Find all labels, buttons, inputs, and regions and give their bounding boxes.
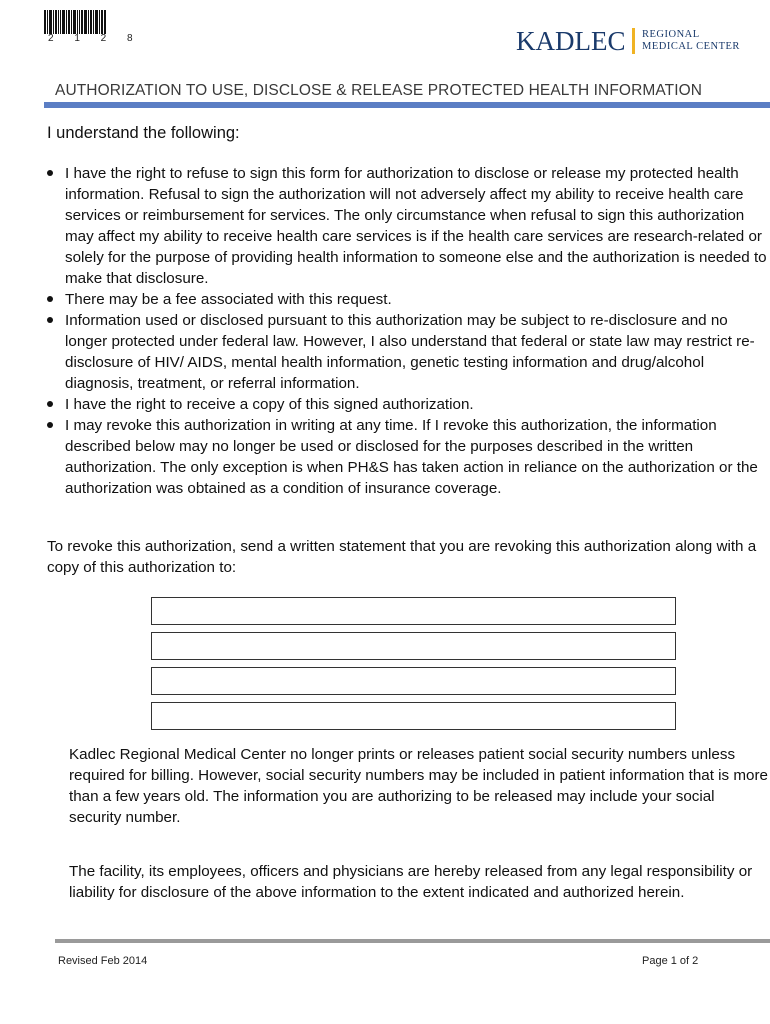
bullet-icon <box>47 422 53 428</box>
address-field-line-1[interactable] <box>151 597 676 625</box>
list-item-text: I may revoke this authorization in writing at any time. If I revoke this authorization, the information described below may no longer be used or disclosed for the purposes described in the written authorization. The only exception is when PH&S has taken action in reliance on the authorization or the authorization was obtained as a condition of insurance coverage. <box>65 417 758 497</box>
list-item-text: There may be a fee associated with this request. <box>65 291 392 308</box>
bullet-icon <box>47 317 53 323</box>
ssn-notice: Kadlec Regional Medical Center no longer prints or releases patient social security numbers unless required for billing. However, social security numbers may be included in patient information that is more than a few years old. The information you are authorizing to be released may include your social security number. <box>69 746 768 826</box>
intro-heading: I understand the following: <box>47 124 240 142</box>
logo-sub-line-2: MEDICAL CENTER <box>642 41 740 52</box>
bullet-icon <box>47 401 53 407</box>
list-item <box>44 415 768 499</box>
list-item <box>44 163 768 289</box>
bullet-icon <box>47 296 53 302</box>
logo-wordmark: KADLEC <box>516 26 626 56</box>
list-item <box>44 394 768 415</box>
liability-release: The facility, its employees, officers and physicians are hereby released from any legal responsibility or liability for disclosure of the above information to the extent indicated and authorized herein. <box>69 863 753 901</box>
footer-rule <box>55 939 770 943</box>
list-item-text: I have the right to receive a copy of this signed authorization. <box>65 396 474 413</box>
barcode-number: 2 1 2 8 <box>48 33 142 44</box>
logo-sub-line-1: REGIONAL <box>642 29 700 40</box>
list-item <box>44 310 768 394</box>
list-item <box>44 289 768 310</box>
barcode-image <box>44 10 106 34</box>
document-title: AUTHORIZATION TO USE, DISCLOSE & RELEASE PROTECTED HEALTH INFORMATION <box>55 82 703 99</box>
logo-subtitle <box>642 29 740 53</box>
revoke-instructions: To revoke this authorization, send a written statement that you are revoking this authorization along with a copy of this authorization to: <box>47 538 757 576</box>
logo-divider <box>632 28 635 54</box>
list-item-text: Information used or disclosed pursuant to this authorization may be subject to re-disclosure and no longer protected under federal law. However, I also understand that federal or state law may restrict re-disclosure of HIV/ AIDS, mental health information, genetic testing information and drug/alcohol diagnosis, treatment, or referral information. <box>65 312 755 392</box>
address-field-line-2[interactable] <box>151 632 676 660</box>
bullet-icon <box>47 170 53 176</box>
acknowledgement-list <box>44 163 768 499</box>
kadlec-logo <box>516 26 756 56</box>
title-rule <box>44 102 770 108</box>
address-field-line-4[interactable] <box>151 702 676 730</box>
list-item-text: I have the right to refuse to sign this form for authorization to disclose or release my protected health information. Refusal to sign the authorization will not adversely affect my ability to receive health care services or reimbursement for services. The only circumstance when refusal to sign this authorization may affect my ability to receive health care services is if the health care services are research-related or solely for the purpose of providing health information to someone else and the authorization is needed to make that disclosure. <box>65 165 767 287</box>
address-field-line-3[interactable] <box>151 667 676 695</box>
page-number: Page 1 of 2 <box>642 955 699 967</box>
revision-date: Revised Feb 2014 <box>58 955 148 967</box>
